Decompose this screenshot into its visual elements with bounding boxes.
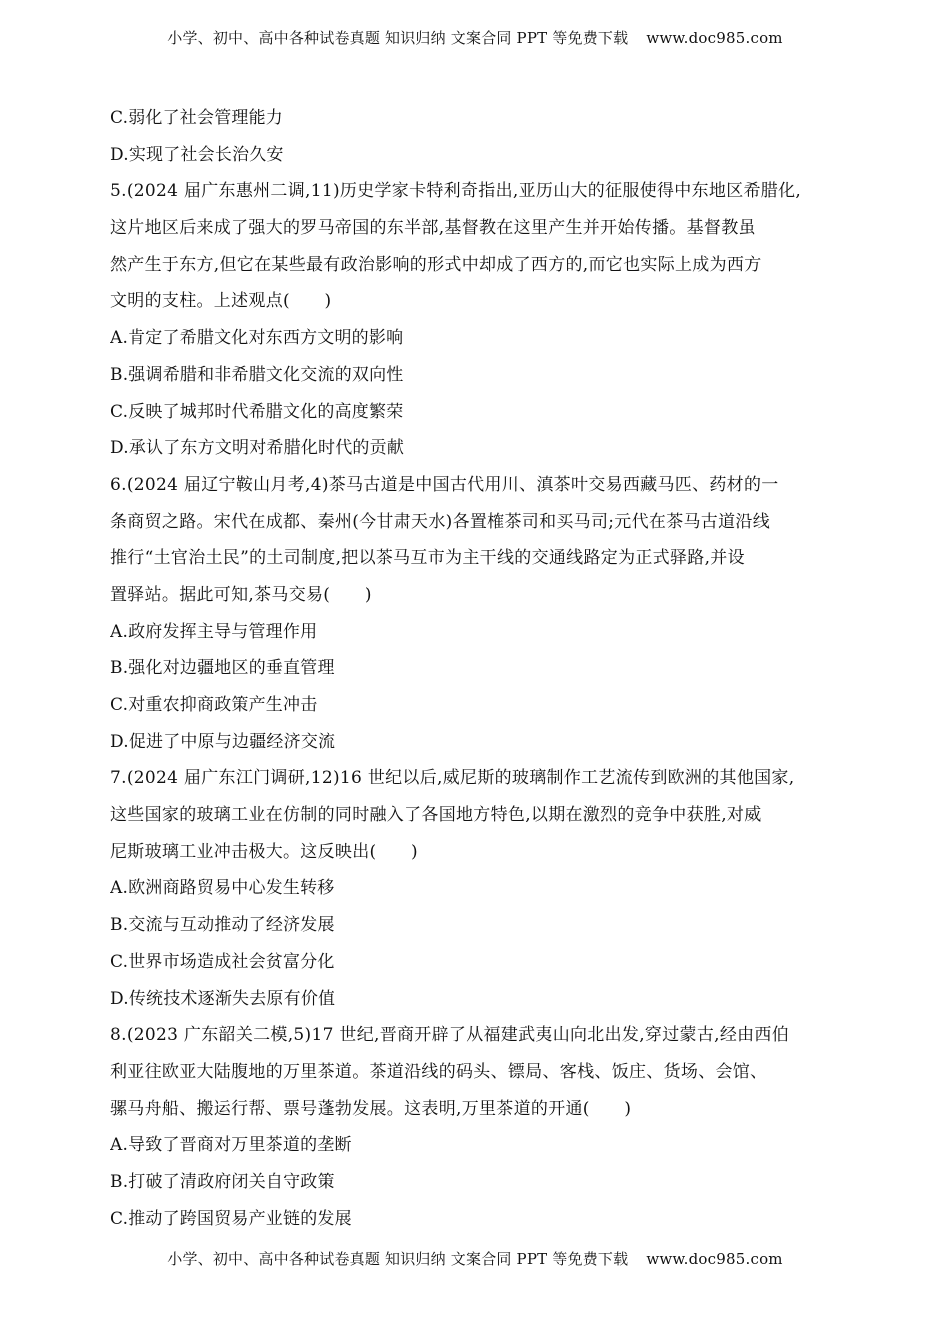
option-c: C.弱化了社会管理能力 [110,108,284,128]
question-stem-line: 7.(2024 届广东江门调研,12)16 世纪以后,威尼斯的玻璃制作工艺流传到欧洲的其他国家, [110,768,795,789]
option-d: D.实现了社会长治久安 [110,144,284,165]
option-d: D.促进了中原与边疆经济交流 [110,731,336,752]
page-footer [0,1248,950,1269]
option-d: D.传统技术逐渐失去原有价值 [110,988,336,1009]
document-body [110,100,846,1237]
question-stem-line: 尼斯玻璃工业冲击极大。这反映出( ) [110,841,418,862]
option-c: C.世界市场造成社会贫富分化 [110,951,335,972]
question-stem-line: 6.(2024 届辽宁鞍山月考,4)茶马古道是中国古代用川、滇茶叶交易西藏马匹、药材的一 [110,474,779,495]
option-c: C.推动了跨国贸易产业链的发展 [110,1208,352,1229]
option-b: B.交流与互动推动了经济发展 [110,915,335,936]
question-stem-line: 这片地区后来成了强大的罗马帝国的东半部,基督教在这里产生并开始传播。基督教虽 [110,218,756,239]
header-text: 小学、初中、高中各种试卷真题 知识归纳 文案合同 PPT 等免费下载 [167,29,629,47]
option-c: C.对重农抑商政策产生冲击 [110,695,318,715]
option-a: A.肯定了希腊文化对东西方文明的影响 [110,328,404,349]
page-header [0,27,950,48]
question-stem-line: 利亚往欧亚大陆腹地的万里茶道。茶道沿线的码头、镖局、客栈、饭庄、货场、会馆、 [110,1061,768,1082]
option-d: D.承认了东方文明对希腊化时代的贡献 [110,438,405,459]
footer-text: 小学、初中、高中各种试卷真题 知识归纳 文案合同 PPT 等免费下载 [167,1250,629,1268]
option-b: B.强调希腊和非希腊文化交流的双向性 [110,364,404,385]
option-b: B.强化对边疆地区的垂直管理 [110,658,335,679]
question-stem-line: 条商贸之路。宋代在成都、秦州(今甘肃天水)各置榷茶司和买马司;元代在茶马古道沿线 [110,511,770,532]
question-8 [110,1017,846,1237]
question-stem-line: 置驿站。据此可知,茶马交易( ) [110,584,372,605]
option-a: A.欧洲商路贸易中心发生转移 [110,878,335,899]
question-stem-line: 5.(2024 届广东惠州二调,11)历史学家卡特利奇指出,亚历山大的征服使得中东地区希腊化, [110,181,802,202]
question-stem-line: 文明的支柱。上述观点( ) [110,291,332,312]
question-6 [110,467,846,761]
question-stem-line: 这些国家的玻璃工业在仿制的同时融入了各国地方特色,以期在激烈的竞争中获胜,对威 [110,805,762,826]
footer-site-link[interactable]: www.doc985.com [646,1250,783,1268]
option-a: A.导致了晋商对万里茶道的垄断 [110,1135,352,1156]
question-stem-line: 骡马舟船、搬运行帮、票号蓬勃发展。这表明,万里茶道的开通( ) [110,1098,632,1119]
option-c: C.反映了城邦时代希腊文化的高度繁荣 [110,401,404,422]
question-5 [110,173,846,467]
question-stem-line: 8.(2023 广东韶关二模,5)17 世纪,晋商开辟了从福建武夷山向北出发,穿过蒙古,经由西伯 [110,1025,790,1046]
question-stem-line: 然产生于东方,但它在某些最有政治影响的形式中却成了西方的,而它也实际上成为西方 [110,254,762,275]
question-7 [110,760,846,1017]
option-b: B.打破了清政府闭关自守政策 [110,1171,335,1192]
option-a: A.政府发挥主导与管理作用 [110,621,318,642]
header-site-link[interactable]: www.doc985.com [646,29,783,47]
question-stem-line: 推行“土官治土民”的土司制度,把以茶马互市为主干线的交通线路定为正式驿路,并设 [110,548,745,569]
